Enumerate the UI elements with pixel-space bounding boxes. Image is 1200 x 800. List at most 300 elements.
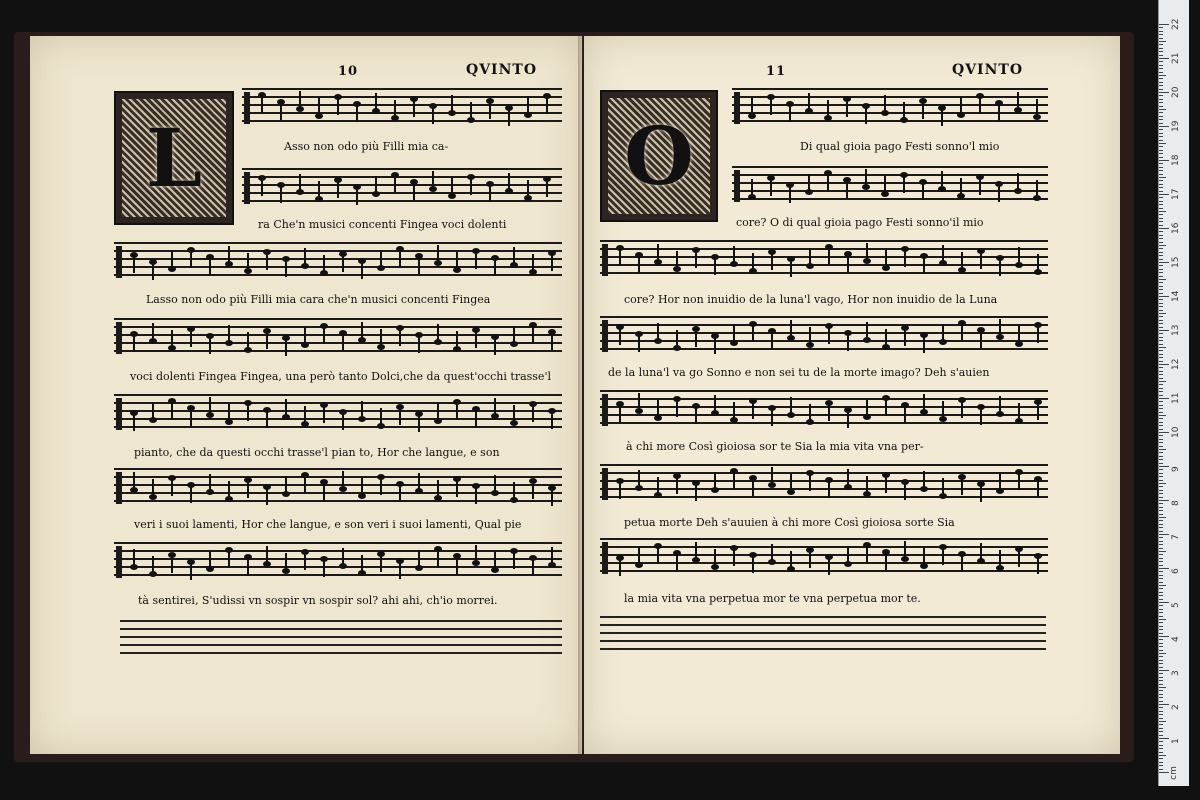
- note-stem: [827, 173, 829, 191]
- music-note: [453, 267, 461, 273]
- music-note: [472, 327, 480, 333]
- ruler-tick: [1159, 289, 1163, 290]
- ruler-tick: [1159, 310, 1163, 311]
- note-stem: [638, 547, 640, 565]
- music-note: [882, 472, 890, 478]
- note-stem: [828, 480, 830, 498]
- ruler-tick: [1159, 748, 1163, 749]
- ruler-label: 10: [1171, 426, 1181, 438]
- music-note: [301, 549, 309, 555]
- note-stem: [356, 187, 358, 205]
- music-note: [844, 407, 852, 413]
- note-stem: [923, 548, 925, 566]
- music-note: [977, 481, 985, 487]
- note-stem: [171, 330, 173, 348]
- ruler-tick: [1159, 687, 1166, 688]
- music-note: [749, 268, 757, 274]
- ruler-label: 3: [1171, 670, 1181, 676]
- note-stem: [998, 184, 1000, 202]
- music-note: [920, 486, 928, 492]
- note-stem: [546, 96, 548, 114]
- music-note: [995, 100, 1003, 106]
- note-stem: [437, 245, 439, 263]
- music-note: [543, 93, 551, 99]
- note-stem: [922, 182, 924, 200]
- ruler-tick: [1159, 459, 1163, 460]
- ruler-tick: [1159, 337, 1163, 338]
- note-stem: [513, 405, 515, 423]
- music-note: [320, 323, 328, 329]
- decorated-initial-woodcut: [114, 91, 234, 225]
- note-stem: [527, 180, 529, 198]
- ruler-tick: [1159, 163, 1163, 164]
- music-note: [491, 567, 499, 573]
- ruler-tick: [1159, 650, 1163, 651]
- note-stem: [513, 482, 515, 500]
- note-stem: [489, 101, 491, 119]
- note-stem: [323, 255, 325, 273]
- music-note: [206, 412, 214, 418]
- music-note: [263, 407, 271, 413]
- clef-icon: [116, 472, 122, 504]
- ruler-tick: [1159, 537, 1163, 538]
- note-stem: [733, 325, 735, 343]
- note-stem: [527, 97, 529, 115]
- ruler-tick: [1159, 667, 1163, 668]
- music-note: [635, 331, 643, 337]
- ruler-tick: [1159, 701, 1163, 702]
- ruler-tick: [1159, 527, 1163, 528]
- music-staff: [242, 168, 562, 208]
- ruler-tick: [1159, 330, 1169, 331]
- note-stem: [171, 251, 173, 269]
- note-stem: [999, 396, 1001, 414]
- ruler-tick: [1159, 27, 1163, 28]
- note-stem: [247, 480, 249, 498]
- music-note: [396, 246, 404, 252]
- note-stem: [190, 329, 192, 347]
- note-stem: [676, 330, 678, 348]
- music-note: [787, 412, 795, 418]
- music-note: [510, 548, 518, 554]
- clef-icon: [602, 542, 608, 574]
- music-note: [958, 267, 966, 273]
- music-staff: [600, 316, 1048, 356]
- note-stem: [619, 327, 621, 345]
- music-note: [543, 176, 551, 182]
- music-staff: [242, 88, 562, 128]
- ruler-tick: [1159, 265, 1163, 266]
- music-note: [529, 401, 537, 407]
- note-stem: [885, 552, 887, 570]
- note-stem: [190, 485, 192, 503]
- ruler-tick: [1159, 109, 1166, 110]
- ruler-label: 17: [1171, 188, 1181, 200]
- ruler-tick: [1159, 174, 1163, 175]
- music-note: [958, 320, 966, 326]
- music-note: [635, 485, 643, 491]
- music-note: [787, 256, 795, 262]
- ruler-tick: [1159, 180, 1163, 181]
- ruler-tick: [1159, 150, 1163, 151]
- note-stem: [399, 561, 401, 579]
- note-stem: [657, 244, 659, 262]
- music-note: [339, 251, 347, 257]
- lyric-line: Lasso non odo più Filli mia cara che'n musici concenti Fingea: [146, 293, 491, 306]
- music-note: [491, 255, 499, 261]
- ruler-tick: [1159, 248, 1163, 249]
- note-stem: [318, 98, 320, 116]
- ruler-tick: [1159, 364, 1169, 365]
- decorated-initial-woodcut: [600, 90, 718, 222]
- note-stem: [437, 324, 439, 342]
- note-stem: [866, 545, 868, 563]
- note-stem: [299, 174, 301, 192]
- music-note: [372, 191, 380, 197]
- note-stem: [923, 394, 925, 412]
- note-stem: [865, 169, 867, 187]
- lyric-line: pianto, che da questi occhi trasse'l pian to, Hor che langue, e son: [134, 446, 500, 459]
- music-note: [315, 196, 323, 202]
- music-note: [225, 419, 233, 425]
- ruler-tick: [1159, 633, 1163, 634]
- music-note: [939, 339, 947, 345]
- clef-icon: [734, 92, 740, 124]
- music-note: [919, 179, 927, 185]
- music-note: [901, 556, 909, 562]
- music-note: [296, 189, 304, 195]
- music-note: [206, 489, 214, 495]
- blank-staff: [120, 620, 562, 658]
- ruler-tick: [1159, 741, 1163, 742]
- note-stem: [828, 403, 830, 421]
- music-note: [282, 491, 290, 497]
- note-stem: [375, 93, 377, 111]
- note-stem: [657, 546, 659, 564]
- ruler-tick: [1159, 765, 1163, 766]
- ruler-tick: [1159, 262, 1169, 263]
- note-stem: [456, 402, 458, 420]
- note-stem: [1018, 549, 1020, 567]
- ruler-tick: [1159, 599, 1163, 600]
- note-stem: [733, 548, 735, 566]
- note-stem: [380, 329, 382, 347]
- music-note: [548, 562, 556, 568]
- ruler-tick: [1159, 629, 1163, 630]
- ruler-tick: [1159, 371, 1163, 372]
- music-note: [358, 570, 366, 576]
- music-note: [353, 101, 361, 107]
- ruler-tick: [1159, 340, 1163, 341]
- music-note: [334, 94, 342, 100]
- music-note: [396, 404, 404, 410]
- music-staff: [114, 242, 562, 282]
- ruler-tick: [1159, 524, 1163, 525]
- note-stem: [904, 541, 906, 559]
- note-stem: [999, 473, 1001, 491]
- music-note: [938, 105, 946, 111]
- note-stem: [999, 258, 1001, 276]
- music-note: [377, 423, 385, 429]
- music-note: [301, 421, 309, 427]
- music-note: [749, 475, 757, 481]
- music-staff: [114, 318, 562, 358]
- ruler-tick: [1159, 497, 1163, 498]
- music-note: [824, 115, 832, 121]
- note-stem: [171, 401, 173, 419]
- ruler-unit: cm: [1168, 766, 1179, 780]
- ruler-tick: [1159, 449, 1166, 450]
- ruler-tick: [1159, 272, 1163, 273]
- ruler-tick: [1159, 293, 1163, 294]
- note-stem: [228, 404, 230, 422]
- note-stem: [638, 393, 640, 411]
- ruler-tick: [1159, 214, 1163, 215]
- music-note: [486, 98, 494, 104]
- note-stem: [809, 327, 811, 345]
- note-stem: [941, 108, 943, 126]
- note-stem: [979, 177, 981, 195]
- music-note: [939, 416, 947, 422]
- music-note: [244, 477, 252, 483]
- music-note: [315, 113, 323, 119]
- note-stem: [714, 395, 716, 413]
- ruler-tick: [1159, 160, 1169, 161]
- note-stem: [903, 175, 905, 193]
- music-note: [391, 115, 399, 121]
- note-stem: [247, 332, 249, 350]
- ruler-label: 7: [1171, 534, 1181, 540]
- lyric-line: veri i suoi lamenti, Hor che langue, e son veri i suoi lamenti, Qual pie: [134, 518, 522, 531]
- clef-icon: [244, 92, 250, 124]
- music-note: [149, 338, 157, 344]
- music-note: [453, 476, 461, 482]
- music-note: [486, 181, 494, 187]
- note-stem: [304, 248, 306, 266]
- ruler-tick: [1159, 398, 1169, 399]
- ruler-tick: [1159, 490, 1163, 491]
- ruler-tick: [1159, 228, 1169, 229]
- music-note: [225, 547, 233, 553]
- note-stem: [133, 472, 135, 490]
- music-note: [995, 181, 1003, 187]
- ruler-tick: [1159, 735, 1163, 736]
- ruler-tick: [1159, 500, 1169, 501]
- note-stem: [999, 319, 1001, 337]
- ruler-label: 12: [1171, 358, 1181, 370]
- ruler-tick: [1159, 558, 1163, 559]
- music-note: [806, 419, 814, 425]
- music-note: [434, 260, 442, 266]
- music-note: [1034, 399, 1042, 405]
- music-note: [805, 108, 813, 114]
- music-note: [616, 478, 624, 484]
- music-note: [882, 549, 890, 555]
- note-stem: [532, 558, 534, 576]
- note-stem: [494, 337, 496, 355]
- music-note: [206, 566, 214, 572]
- music-note: [301, 342, 309, 348]
- ruler-tick: [1159, 286, 1163, 287]
- note-stem: [266, 252, 268, 270]
- ruler-tick: [1159, 544, 1163, 545]
- music-note: [529, 269, 537, 275]
- ruler-tick: [1159, 218, 1163, 219]
- ruler-tick: [1159, 619, 1166, 620]
- ruler-tick: [1159, 252, 1163, 253]
- note-stem: [451, 178, 453, 196]
- note-stem: [475, 330, 477, 348]
- ruler-tick: [1159, 201, 1163, 202]
- ruler-label: 11: [1171, 392, 1181, 404]
- ruler-tick: [1159, 92, 1169, 93]
- music-note: [882, 265, 890, 271]
- music-note: [920, 253, 928, 259]
- lyric-line: voci dolenti Fingea Fingea, una però tanto Dolci,che da quest'occhi trasse'l: [130, 370, 551, 383]
- ruler-tick: [1159, 639, 1163, 640]
- note-stem: [285, 399, 287, 417]
- music-note: [825, 400, 833, 406]
- note-stem: [808, 174, 810, 192]
- music-note: [654, 543, 662, 549]
- music-note: [130, 252, 138, 258]
- music-note: [919, 98, 927, 104]
- note-stem: [551, 253, 553, 271]
- music-note: [149, 417, 157, 423]
- ruler-tick: [1159, 129, 1163, 130]
- music-note: [673, 550, 681, 556]
- music-note: [168, 345, 176, 351]
- music-note: [843, 177, 851, 183]
- note-stem: [432, 106, 434, 124]
- ruler-label: 1: [1171, 738, 1181, 744]
- ruler-tick: [1159, 299, 1163, 300]
- music-note: [939, 544, 947, 550]
- music-note: [429, 103, 437, 109]
- music-note: [824, 170, 832, 176]
- music-note: [415, 411, 423, 417]
- music-note: [920, 409, 928, 415]
- note-stem: [790, 320, 792, 338]
- ruler-tick: [1159, 731, 1163, 732]
- music-note: [206, 254, 214, 260]
- note-stem: [676, 476, 678, 494]
- note-stem: [323, 405, 325, 423]
- ruler-tick: [1159, 296, 1169, 297]
- ruler-tick: [1159, 167, 1163, 168]
- ruler-tick: [1159, 711, 1163, 712]
- note-stem: [866, 399, 868, 417]
- ruler-tick: [1159, 646, 1163, 647]
- music-note: [654, 259, 662, 265]
- music-note: [320, 556, 328, 562]
- note-stem: [546, 179, 548, 197]
- note-stem: [133, 549, 135, 567]
- note-stem: [1017, 173, 1019, 191]
- left-running-head: QVINTO: [466, 62, 538, 78]
- ruler-tick: [1159, 531, 1163, 532]
- note-stem: [809, 473, 811, 491]
- note-stem: [619, 248, 621, 266]
- note-stem: [809, 248, 811, 266]
- note-stem: [361, 401, 363, 419]
- music-note: [130, 331, 138, 337]
- music-note: [472, 406, 480, 412]
- note-stem: [399, 249, 401, 267]
- ruler-tick: [1159, 191, 1163, 192]
- ruler-tick: [1159, 595, 1163, 596]
- note-stem: [133, 334, 135, 352]
- ruler-tick: [1159, 592, 1163, 593]
- ruler-tick: [1159, 323, 1163, 324]
- ruler-tick: [1159, 510, 1163, 511]
- ruler-tick: [1159, 670, 1169, 671]
- note-stem: [980, 330, 982, 348]
- ruler-tick: [1159, 65, 1163, 66]
- ruler-tick: [1159, 585, 1166, 586]
- ruler-tick: [1159, 38, 1163, 39]
- music-note: [616, 555, 624, 561]
- music-staff: [114, 468, 562, 508]
- note-stem: [399, 407, 401, 425]
- note-stem: [961, 252, 963, 270]
- note-stem: [961, 554, 963, 572]
- note-stem: [847, 469, 849, 487]
- ruler-tick: [1159, 24, 1169, 25]
- note-stem: [304, 406, 306, 424]
- note-stem: [323, 326, 325, 344]
- ruler-tick: [1159, 99, 1163, 100]
- ruler-label: 22: [1171, 18, 1181, 30]
- ruler-tick: [1159, 269, 1163, 270]
- ruler-tick: [1159, 395, 1163, 396]
- note-stem: [551, 332, 553, 350]
- ruler-tick: [1159, 663, 1163, 664]
- note-stem: [228, 481, 230, 499]
- note-stem: [961, 400, 963, 418]
- music-note: [806, 470, 814, 476]
- ruler-tick: [1159, 133, 1163, 134]
- ruler-tick: [1159, 432, 1169, 433]
- note-stem: [266, 487, 268, 505]
- ruler-label: 16: [1171, 222, 1181, 234]
- note-stem: [513, 247, 515, 265]
- note-stem: [695, 329, 697, 347]
- note-stem: [209, 336, 211, 354]
- note-stem: [942, 324, 944, 342]
- music-note: [187, 559, 195, 565]
- note-stem: [494, 258, 496, 276]
- note-stem: [790, 551, 792, 569]
- ruler-tick: [1159, 714, 1163, 715]
- ruler-tick: [1159, 388, 1163, 389]
- ruler-tick: [1159, 643, 1163, 644]
- music-note: [900, 117, 908, 123]
- note-stem: [209, 551, 211, 569]
- ruler-tick: [1159, 507, 1163, 508]
- ruler-tick: [1159, 439, 1163, 440]
- note-stem: [285, 553, 287, 571]
- note-stem: [866, 243, 868, 261]
- note-stem: [714, 549, 716, 567]
- clef-icon: [602, 468, 608, 500]
- music-note: [692, 326, 700, 332]
- note-stem: [657, 400, 659, 418]
- ruler-tick: [1159, 221, 1163, 222]
- music-note: [996, 488, 1004, 494]
- ruler-tick: [1159, 242, 1163, 243]
- note-stem: [866, 322, 868, 340]
